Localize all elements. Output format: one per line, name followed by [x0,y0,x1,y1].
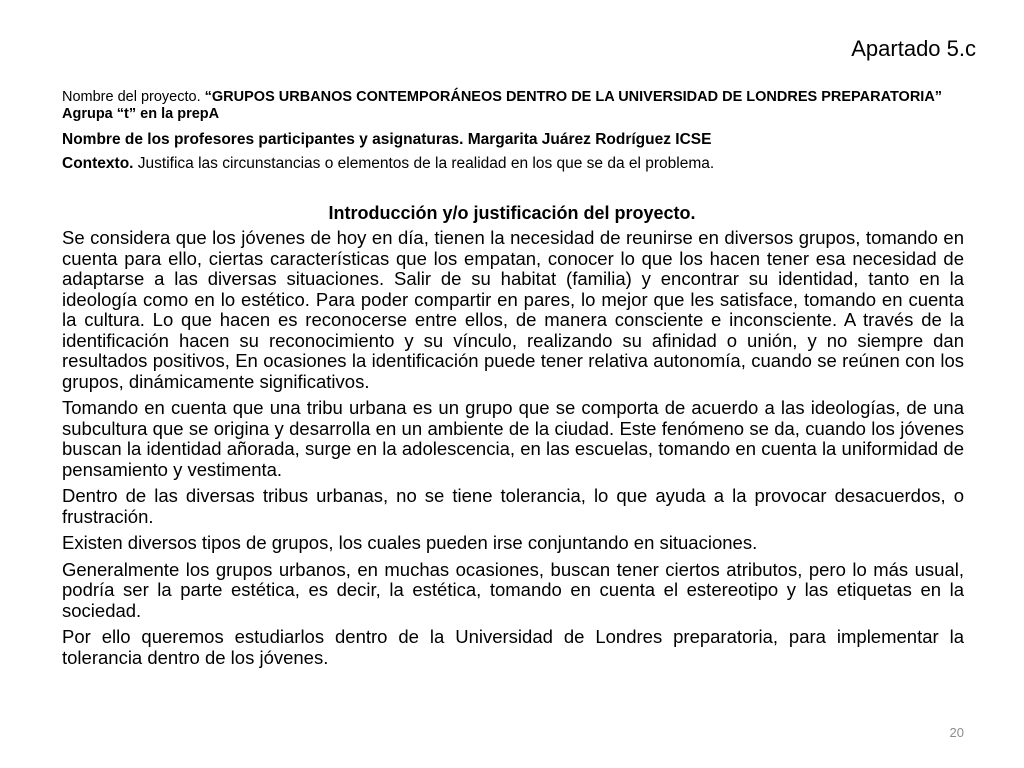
page-number: 20 [949,725,964,740]
teachers-line: Nombre de los profesores participantes y asignaturas. Margarita Juárez Rodríguez ICSE [62,131,712,148]
paragraph: Existen diversos tipos de grupos, los cuales pueden irse conjuntando en situaciones. [62,532,758,553]
section-heading: Introducción y/o justificación del proyecto. [328,203,696,223]
paragraph: Tomando en cuenta que una tribu urbana es un grupo que se comporta de acuerdo a las ideologías, de una subcultura que se origina y desarrolla en un ambiente de la ciudad. Este fenómeno se da, cuando los jóvenes buscan la identidad añorada, surge en la adolescencia, en las escuelas, tomando en cuenta la uniformidad de pensamiento y vestimenta. [62,397,964,480]
project-name-line [62,89,962,123]
project-name-value: “GRUPOS URBANOS CONTEMPORÁNEOS DENTRO DE LA UNIVERSIDAD DE LONDRES PREPARATORIA” Agrupa “t” en la prepA [62,89,943,122]
body-text [62,228,964,674]
project-name-label: Nombre del proyecto. [62,89,201,105]
context-text: Justifica las circunstancias o elementos de la realidad en los que se da el problema. [133,155,715,172]
paragraph: Por ello queremos estudiarlos dentro de la Universidad de Londres preparatoria, para implementar la tolerancia dentro de los jóvenes. [62,626,964,668]
context-line [62,155,962,173]
context-label: Contexto. [62,155,134,172]
paragraph: Se considera que los jóvenes de hoy en día, tienen la necesidad de reunirse en diversos grupos, tomando en cuenta para ello, ciertas características que los empatan, conocer lo que los hacen tener esa necesidad de adaptarse a las diversas situaciones. Salir de su habitat (familia) y encontrar su identidad, tanto en la ideología como en lo estético. Para poder compartir en pares, lo mejor que les satisface, tomando en cuenta la cultura. Lo que hacen es reconocerse entre ellos, de manera consciente e inconsciente. A través de la identificación hacen su reconocimiento y su vínculo, realizando su afinidad o unión, y no siempre dan resultados positivos, En ocasiones la identificación puede tener relativa autonomía, cuando se reúnen con los grupos, dinámicamente significativos. [62,227,964,392]
slide-title: Apartado 5.c [851,36,976,61]
paragraph: Generalmente los grupos urbanos, en muchas ocasiones, buscan tener ciertos atributos, pero lo más usual, podría ser la parte estética, es decir, la estética, tomando en cuenta el estereotipo y las etiquetas en la sociedad. [62,558,964,621]
paragraph: Dentro de las diversas tribus urbanas, no se tiene tolerancia, lo que ayuda a la provocar desacuerdos, o frustración. [62,485,964,527]
